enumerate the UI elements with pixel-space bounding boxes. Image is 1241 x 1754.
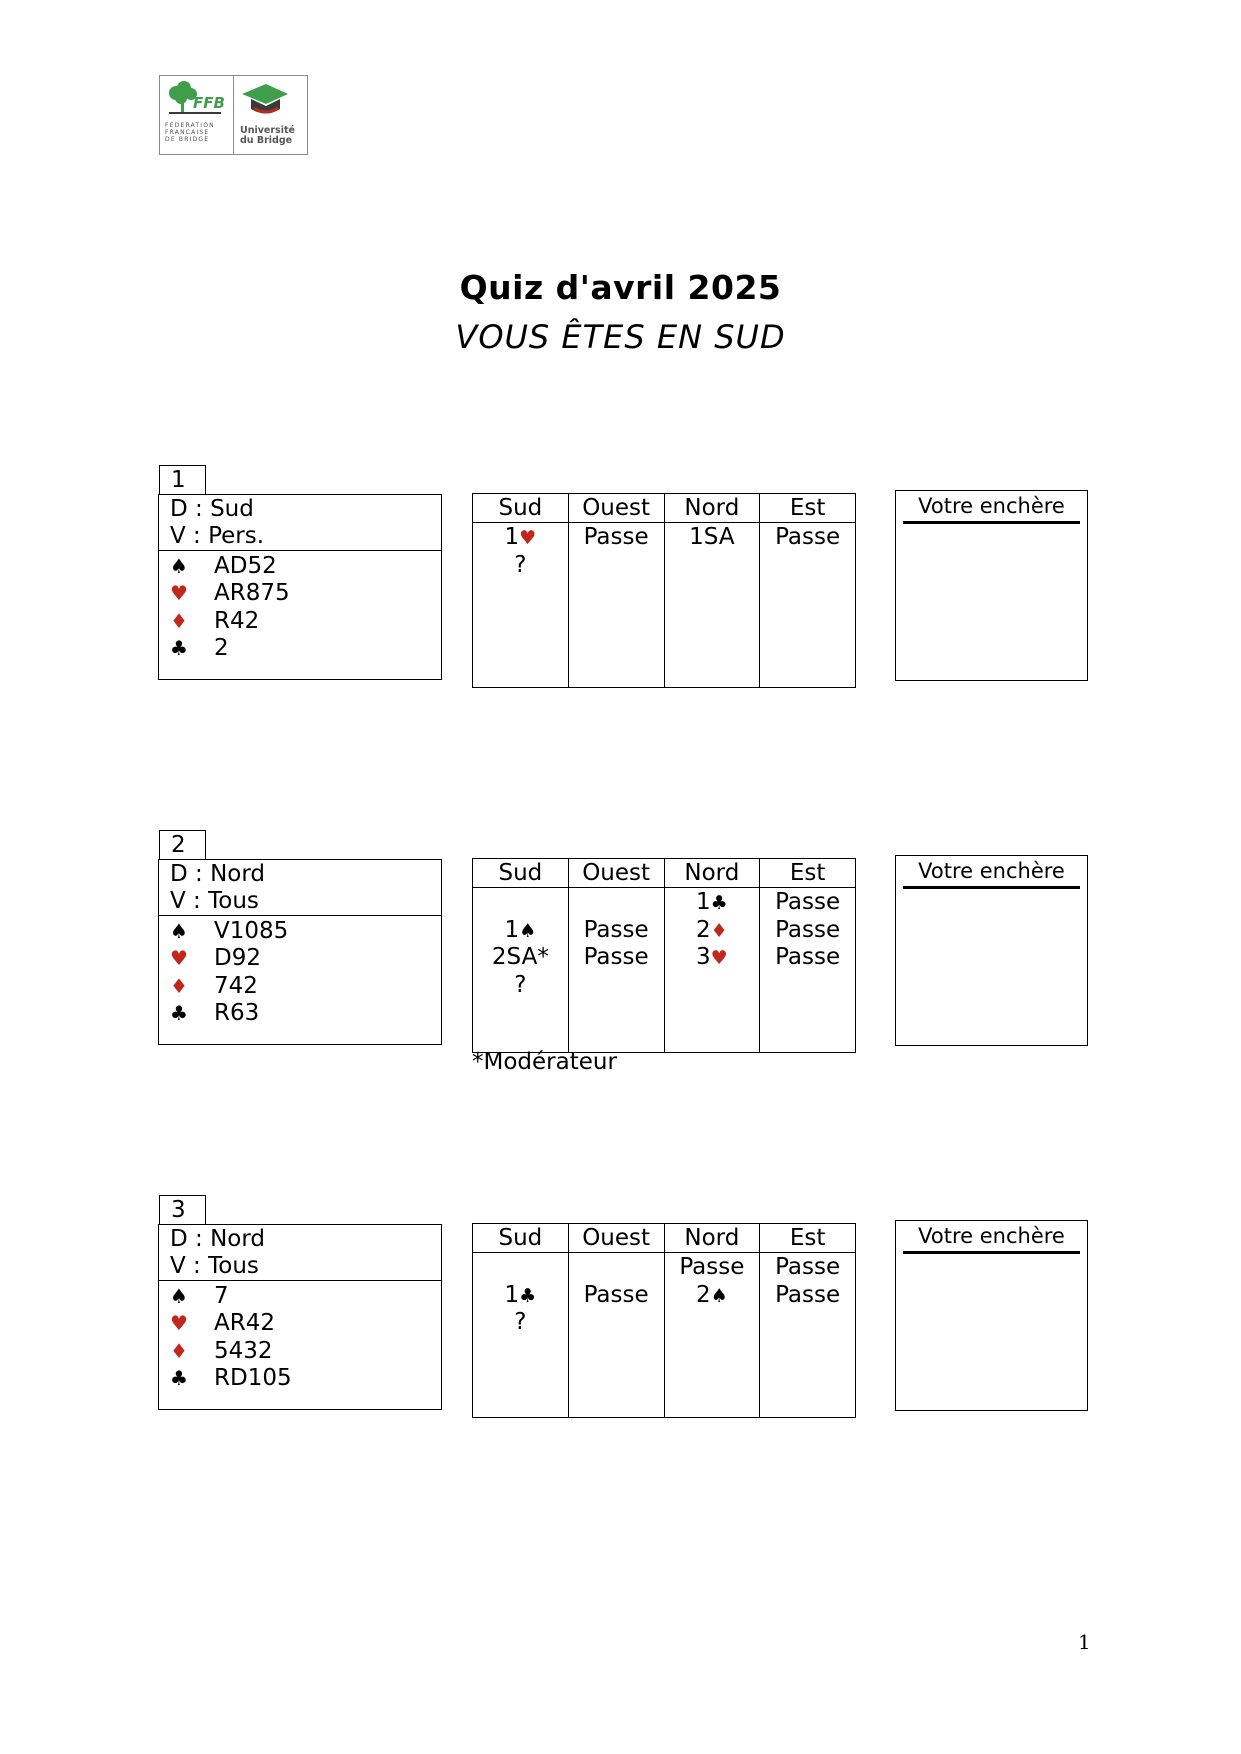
auction-header: Ouest (569, 494, 664, 523)
spade-icon: ♠ (170, 918, 188, 943)
clubs-cards: RD105 (214, 1365, 292, 1392)
spades-cards: 7 (214, 1282, 229, 1309)
hearts-cards: D92 (214, 945, 261, 972)
bid: 2♦ (696, 916, 728, 943)
bid: ? (514, 551, 527, 578)
bid (473, 1253, 568, 1281)
spades-row (170, 917, 441, 945)
ffb-logo (160, 76, 234, 154)
spade-icon: ♠ (519, 919, 537, 942)
auction-header: Sud (473, 1224, 568, 1253)
club-icon: ♣ (710, 892, 728, 914)
dealer: D : Nord (170, 1226, 266, 1252)
auction-col-ouest (569, 1224, 665, 1417)
bid: 1♣ (696, 889, 728, 915)
auction-header: Sud (473, 494, 568, 523)
bid: Passe (775, 944, 841, 970)
hand-diagram (158, 859, 442, 1045)
diamond-icon: ♦ (170, 973, 188, 998)
hearts-cards: AR875 (214, 580, 290, 607)
diamonds-row (170, 607, 441, 635)
deal-info (159, 495, 441, 551)
bid (569, 1253, 664, 1281)
spades-cards: V1085 (214, 917, 289, 944)
answer-field[interactable] (896, 889, 1087, 1019)
answer-label: Votre enchère (918, 859, 1065, 883)
auction-header: Sud (473, 859, 568, 888)
bid: Passe (583, 1281, 649, 1308)
auction-header: Ouest (569, 1224, 664, 1253)
spades-row (170, 1282, 441, 1310)
auction-col-nord (665, 1224, 761, 1417)
bid: Passe (775, 524, 841, 550)
diamonds-cards: R42 (214, 607, 260, 634)
auction-col-ouest (569, 494, 665, 687)
hand-diagram (158, 1224, 442, 1410)
bid (473, 888, 568, 916)
page-subtitle: VOUS ÊTES EN SUD (455, 318, 786, 356)
bid: Passe (775, 1281, 841, 1308)
club-icon: ♣ (170, 1366, 188, 1391)
diamonds-row (170, 1337, 441, 1365)
clubs-cards: R63 (214, 1000, 260, 1027)
auction-table (472, 493, 856, 688)
auction-col-ouest (569, 859, 665, 1052)
auction-header: Est (760, 1224, 855, 1253)
deal-info (159, 860, 441, 916)
bid: ? (514, 1309, 527, 1335)
diamonds-row (170, 972, 441, 1000)
bid: 1♠ (504, 916, 537, 943)
bid: Passe (679, 1254, 745, 1280)
bid: Passe (775, 916, 841, 943)
hearts-row (170, 1310, 441, 1338)
auction-table (472, 1223, 856, 1418)
universite-logo (234, 76, 307, 154)
tree-icon (160, 76, 234, 124)
auction-col-nord (665, 494, 761, 687)
clubs-row (170, 635, 441, 663)
deal-info (159, 1225, 441, 1281)
heart-icon: ♥ (170, 946, 188, 971)
page-title: Quiz d'avril 2025 (459, 268, 782, 307)
footnote: *Modérateur (472, 1049, 617, 1075)
ffb-logo-text: FFB (193, 94, 225, 112)
auction-header: Nord (665, 1224, 760, 1253)
club-icon: ♣ (519, 1284, 537, 1307)
bid: Passe (583, 944, 649, 970)
dealer: D : Nord (170, 861, 266, 887)
bid: 2SA* (491, 944, 549, 970)
clubs-row (170, 1365, 441, 1393)
auction-header: Nord (665, 494, 760, 523)
auction-col-est (760, 1224, 855, 1417)
graduation-cap-icon (234, 76, 308, 124)
bid: 2♠ (696, 1281, 728, 1308)
answer-box (895, 855, 1088, 1046)
heart-icon: ♥ (170, 1311, 188, 1336)
answer-label: Votre enchère (918, 1224, 1065, 1248)
auction-col-sud (473, 859, 569, 1052)
auction-col-nord (665, 859, 761, 1052)
diamond-icon: ♦ (710, 919, 728, 942)
bid (569, 888, 664, 916)
auction-col-est (760, 494, 855, 687)
auction-header: Ouest (569, 859, 664, 888)
bid: Passe (583, 916, 649, 943)
bid: 1♥ (504, 524, 537, 550)
club-icon: ♣ (170, 1001, 188, 1026)
diamonds-cards: 742 (214, 972, 258, 999)
auction-col-sud (473, 494, 569, 687)
diamonds-cards: 5432 (214, 1337, 273, 1364)
spades-cards: AD52 (214, 552, 277, 579)
bid: Passe (775, 889, 841, 915)
logo (159, 75, 308, 155)
answer-label: Votre enchère (918, 494, 1065, 518)
heart-icon: ♥ (519, 527, 537, 549)
universite-caption: Université du Bridge (240, 125, 295, 146)
answer-field[interactable] (896, 1254, 1087, 1384)
clubs-cards: 2 (214, 635, 229, 662)
vulnerability: V : Tous (170, 1253, 259, 1279)
auction-col-sud (473, 1224, 569, 1417)
ffb-caption: FEDERATION FRANCAISE DE BRIDGE (165, 122, 215, 143)
clubs-row (170, 1000, 441, 1028)
auction-header: Est (760, 859, 855, 888)
page-number: 1 (1078, 1630, 1091, 1654)
bid: ? (514, 971, 527, 998)
dealer: D : Sud (170, 496, 254, 522)
diamond-icon: ♦ (170, 1338, 188, 1363)
heart-icon: ♥ (170, 581, 188, 606)
bid: Passe (583, 524, 649, 550)
bid: Passe (775, 1254, 841, 1280)
auction-table (472, 858, 856, 1053)
vulnerability: V : Pers. (170, 523, 265, 549)
board-number: 1 (159, 465, 206, 495)
vulnerability: V : Tous (170, 888, 259, 914)
board-number: 2 (159, 830, 206, 860)
diamond-icon: ♦ (170, 608, 188, 633)
board-number: 3 (159, 1195, 206, 1225)
bid: 1♣ (504, 1281, 537, 1308)
bid: 3♥ (696, 944, 728, 970)
spade-icon: ♠ (170, 1283, 188, 1308)
auction-header: Est (760, 494, 855, 523)
bid: 1SA (689, 524, 735, 550)
answer-box (895, 1220, 1088, 1411)
hearts-row (170, 945, 441, 973)
heart-icon: ♥ (710, 947, 728, 969)
answer-box (895, 490, 1088, 681)
hearts-row (170, 580, 441, 608)
auction-col-est (760, 859, 855, 1052)
club-icon: ♣ (170, 636, 188, 661)
hand-diagram (158, 494, 442, 680)
auction-header: Nord (665, 859, 760, 888)
spade-icon: ♠ (710, 1284, 728, 1307)
answer-field[interactable] (896, 524, 1087, 654)
spades-row (170, 552, 441, 580)
hearts-cards: AR42 (214, 1310, 275, 1337)
spade-icon: ♠ (170, 553, 188, 578)
